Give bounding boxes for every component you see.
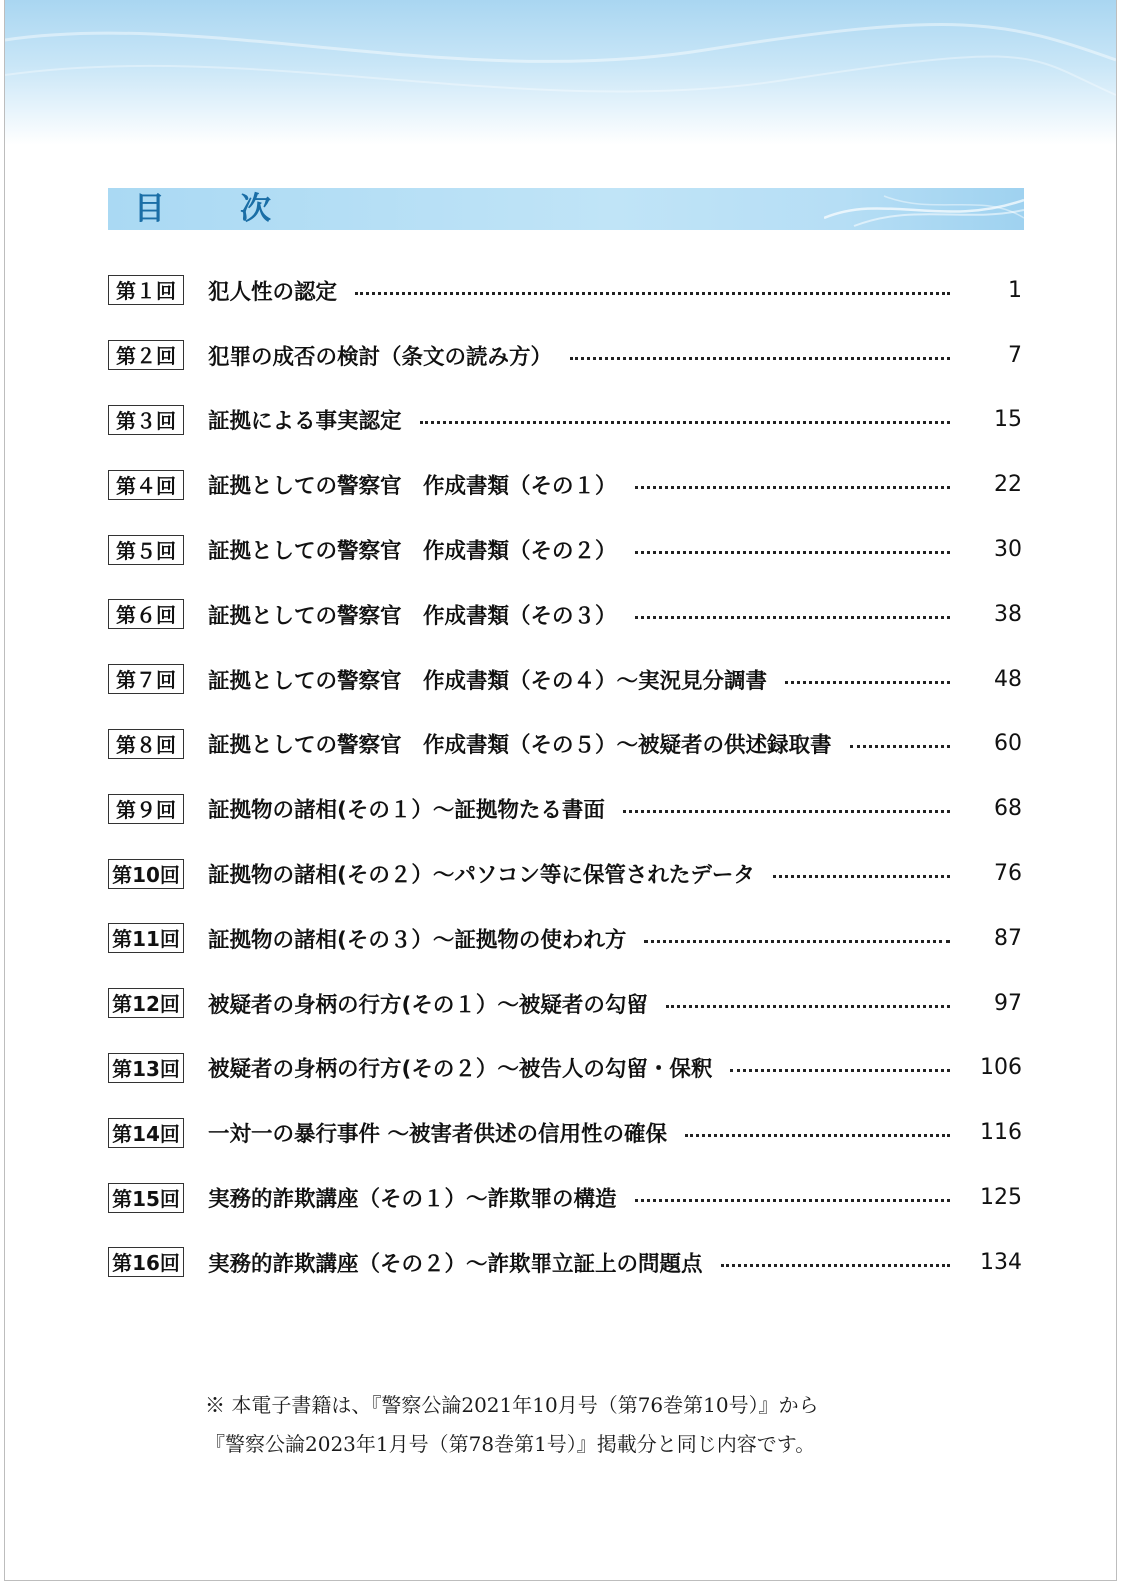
source-note — [205, 1386, 965, 1464]
entry-title: 証拠物の諸相(その２）～パソコン等に保管されたデータ — [208, 863, 755, 889]
entry-title: 証拠による事実認定 — [208, 409, 402, 435]
page-number: 30 — [994, 537, 1022, 563]
dot-leader — [721, 1262, 950, 1267]
chapter-label: 第１回 — [108, 275, 184, 305]
page-number: 7 — [1008, 342, 1022, 368]
chapter-label: 第10回 — [108, 859, 184, 889]
chapter-label: 第12回 — [108, 988, 184, 1018]
entry-title: 実務的詐欺講座（その１）～詐欺罪の構造 — [208, 1187, 617, 1213]
chapter-label: 第９回 — [108, 794, 184, 824]
toc-entry-5[interactable] — [108, 517, 1024, 582]
toc-title: 目 次 — [134, 191, 293, 227]
toc-entry-3[interactable] — [108, 388, 1024, 453]
dot-leader — [785, 679, 950, 684]
toc-entry-7[interactable] — [108, 647, 1024, 712]
toc-entry-11[interactable] — [108, 906, 1024, 971]
entry-title: 証拠としての警察官 作成書類（その１） — [208, 474, 617, 500]
page-number: 68 — [994, 796, 1022, 822]
toc-entry-4[interactable] — [108, 452, 1024, 517]
page-number: 106 — [980, 1055, 1022, 1081]
toc-entry-13[interactable] — [108, 1036, 1024, 1101]
page-number: 1 — [1008, 277, 1022, 303]
entry-title: 証拠としての警察官 作成書類（その４）～実況見分調書 — [208, 668, 768, 694]
entry-title: 犯人性の認定 — [208, 279, 338, 305]
entry-title: 犯罪の成否の検討（条文の読み方） — [208, 344, 553, 370]
toc-entry-8[interactable] — [108, 712, 1024, 777]
toc-list — [108, 258, 1024, 1295]
source-note-line-1: ※ 本電子書籍は、『警察公論2021年10月号（第76巻第10号）』から — [205, 1393, 819, 1417]
dot-leader — [666, 1003, 950, 1008]
toc-entry-6[interactable] — [108, 582, 1024, 647]
dot-leader — [730, 1067, 950, 1072]
page-number: 97 — [994, 990, 1022, 1016]
banner-wave-decoration — [5, 0, 1116, 145]
heading-wave-decoration — [824, 188, 1024, 230]
chapter-label: 第15回 — [108, 1183, 184, 1213]
dot-leader — [355, 290, 950, 295]
dot-leader — [644, 938, 950, 943]
dot-leader — [635, 1197, 950, 1202]
chapter-label: 第８回 — [108, 729, 184, 759]
chapter-label: 第11回 — [108, 923, 184, 953]
source-note-line-2: 『警察公論2023年1月号（第78巻第1号）』掲載分と同じ内容です。 — [205, 1432, 816, 1456]
toc-heading-bar — [108, 188, 1024, 230]
dot-leader — [420, 419, 950, 424]
toc-entry-2[interactable] — [108, 323, 1024, 388]
toc-entry-15[interactable] — [108, 1165, 1024, 1230]
entry-title: 証拠としての警察官 作成書類（その３） — [208, 603, 617, 629]
entry-title: 被疑者の身柄の行方(その２）～被告人の勾留・保釈 — [208, 1057, 713, 1083]
page-number: 116 — [980, 1120, 1022, 1146]
dot-leader — [635, 484, 950, 489]
toc-entry-1[interactable] — [108, 258, 1024, 323]
page-number: 38 — [994, 601, 1022, 627]
chapter-label: 第２回 — [108, 340, 184, 370]
chapter-label: 第14回 — [108, 1118, 184, 1148]
dot-leader — [635, 549, 950, 554]
page-number: 134 — [980, 1249, 1022, 1275]
toc-entry-16[interactable] — [108, 1230, 1024, 1295]
header-banner — [5, 0, 1116, 145]
entry-title: 証拠としての警察官 作成書類（その５）～被疑者の供述録取書 — [208, 733, 832, 759]
chapter-label: 第13回 — [108, 1053, 184, 1083]
entry-title: 一対一の暴行事件 ～被害者供述の信用性の確保 — [208, 1122, 667, 1148]
page-number: 87 — [994, 925, 1022, 951]
dot-leader — [623, 808, 950, 813]
toc-entry-12[interactable] — [108, 971, 1024, 1036]
dot-leader — [635, 614, 950, 619]
chapter-label: 第３回 — [108, 405, 184, 435]
dot-leader — [850, 743, 950, 748]
toc-entry-10[interactable] — [108, 841, 1024, 906]
entry-title: 証拠物の諸相(その３）～証拠物の使われ方 — [208, 927, 627, 953]
page-number: 125 — [980, 1185, 1022, 1211]
toc-entry-9[interactable] — [108, 776, 1024, 841]
chapter-label: 第４回 — [108, 470, 184, 500]
toc-entry-14[interactable] — [108, 1100, 1024, 1165]
dot-leader — [773, 873, 950, 878]
page-number: 48 — [994, 666, 1022, 692]
chapter-label: 第５回 — [108, 535, 184, 565]
chapter-label: 第16回 — [108, 1247, 184, 1277]
entry-title: 被疑者の身柄の行方(その１）～被疑者の勾留 — [208, 992, 648, 1018]
chapter-label: 第６回 — [108, 599, 184, 629]
page-number: 76 — [994, 861, 1022, 887]
page-number: 15 — [994, 407, 1022, 433]
page — [4, 0, 1117, 1581]
entry-title: 証拠としての警察官 作成書類（その２） — [208, 539, 617, 565]
page-number: 22 — [994, 472, 1022, 498]
dot-leader — [685, 1132, 950, 1137]
dot-leader — [570, 355, 950, 360]
chapter-label: 第７回 — [108, 664, 184, 694]
entry-title: 証拠物の諸相(その１）～証拠物たる書面 — [208, 798, 605, 824]
page-number: 60 — [994, 731, 1022, 757]
entry-title: 実務的詐欺講座（その２）～詐欺罪立証上の問題点 — [208, 1251, 703, 1277]
